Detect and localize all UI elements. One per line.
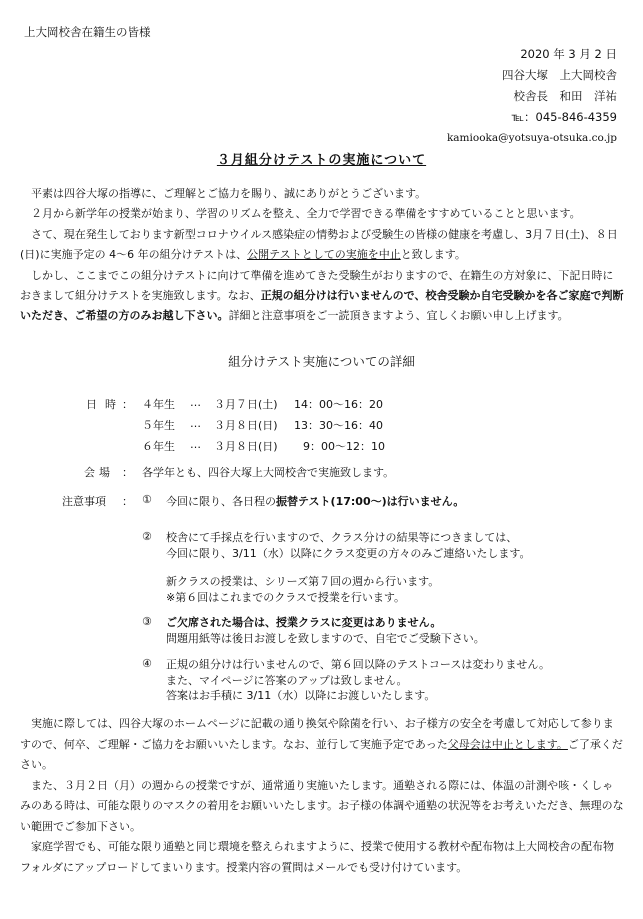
principal: 校舎長 和田 洋祐: [513, 89, 617, 103]
schedule-time: 9：00～12：10: [303, 440, 385, 453]
schedule-row: ４年生: [142, 398, 175, 411]
venue-colon: ：: [122, 466, 133, 479]
schedule-dots: …: [190, 396, 202, 409]
note-2: 校舎にて手採点を行いますので、クラス分けの結果等につきましては、 今回に限り、3/11（水）以降にクラス変更の方々のみご連絡いたします。 新クラスの授業は、シリーズ第７回の週から行います。 ※第６回はこれまでのクラスで授業を行います。: [166, 531, 531, 604]
schedule-dots: …: [190, 438, 202, 451]
schedule-date: ３月８日(日): [214, 440, 278, 453]
notes-colon: ：: [122, 495, 133, 508]
schedule-row: ５年生: [142, 419, 175, 432]
sender-block: [447, 44, 617, 149]
schedule-time: 14：00～16：20: [294, 398, 383, 411]
schedule-colon: ：: [122, 398, 133, 411]
schedule-date: ３月７日(土): [214, 398, 278, 411]
intro-paragraph-2: ２月から新学年の授業が始まり、学習のリズムを整え、全力で学習できる準備をすすめていることと思います。: [31, 207, 581, 221]
note-4-number: ④: [142, 657, 152, 670]
closing-paragraph-3: 家庭学習でも、可能な限り通塾と同じ環境を整えられますように、授業で使用する教材や配布物は上大岡校舎の配布物フォルダにアップロードしてまいります。授業内容の質問はメールでも受け付けています。: [20, 840, 614, 874]
telephone: ℡：045-846-4359: [511, 110, 617, 124]
closing-paragraph-2: また、３月２日（月）の週からの授業ですが、通常通り実施いたします。通塾される際には、体温の計測や咳・くしゃみのある時は、可能な限りのマスクの着用をお願いいたします。お子様の体調や通塾の状況等をお考えいただき、無理のない範囲でご参加下さい。: [20, 778, 624, 833]
venue-label: 会場: [84, 466, 114, 479]
closing-paragraph-1: 実施に際しては、四谷大塚のホームページに記載の通り換気や除菌を行い、お子様方の安全を考慮して対応して参りますので、何卒、ご理解・ご協力をお願いいたします。なお、並行して実施予定であった父母会は中止とします。ご了承ください。: [20, 717, 623, 771]
closing-text: [20, 714, 624, 878]
note-1-number: ①: [142, 493, 152, 506]
schedule-dots: …: [190, 417, 202, 430]
email: kamiooka@yotsuya-otsuka.co.jp: [446, 132, 617, 144]
date: 2020 年 3 月 2 日: [520, 47, 617, 61]
document-title: ３月組分けテストの実施について: [216, 153, 427, 168]
schedule-row: ６年生: [142, 440, 175, 453]
intro-paragraph-1: 平素は四谷大塚の指導に、ご理解とご協力を賜り、誠にありがとうございます。: [31, 187, 427, 200]
schedule-label: 日時: [86, 398, 124, 411]
schedule-time: 13：30～16：40: [294, 419, 383, 432]
note-1: 今回に限り、各日程の振替テスト(17:00～)は行いません。: [166, 495, 465, 508]
note-2-number: ②: [142, 530, 152, 543]
schedule-date: ３月８日(日): [214, 419, 278, 432]
intro-paragraph-3: さて、現在発生しております新型コロナウイルス感染症の情勢および受験生の皆様の健康を考慮し、3月７日(土)、８日(日)に実施予定の 4～6 年の組分けテストは、公開テストとしての実施を中止と致します。: [20, 227, 618, 262]
note-4: 正規の組分けは行いませんので、第６回以降のテストコースは変わりません。 また、マイページに答案のアップは致しません。 答案はお手積に 3/11（水）以降にお渡しいたします。: [166, 658, 551, 702]
addressee: 上大岡校舎在籍生の皆様: [24, 25, 151, 39]
note-3-number: ③: [142, 615, 152, 628]
venue-text: 各学年とも、四谷大塚上大岡校舎で実施致します。: [142, 466, 395, 479]
intro-paragraph-4: しかし、ここまでこの組分けテストに向けて準備を進めてきた受験生がおりますので、在籍生の方対象に、下記日時におきまして組分けテストを実施致します。なお、正規の組分けは行いませんので、校舎受験か自宅受験かを各ご家庭で判断いただき、ご希望の方のみお越し下さい。詳細と注意事項をご一読頂きますよう、宜しくお願い申し上げます。: [20, 268, 624, 323]
details-heading: 組分けテスト実施についての詳細: [228, 354, 415, 369]
notes-label: 注意事項: [62, 495, 106, 508]
note-3: ご欠席された場合は、授業クラスに変更はありません。 問題用紙等は後日お渡しを致しますので、自宅でご受験下さい。: [166, 616, 485, 645]
intro-text: [20, 184, 624, 327]
organization: 四谷大塚 上大岡校舎: [502, 68, 617, 82]
